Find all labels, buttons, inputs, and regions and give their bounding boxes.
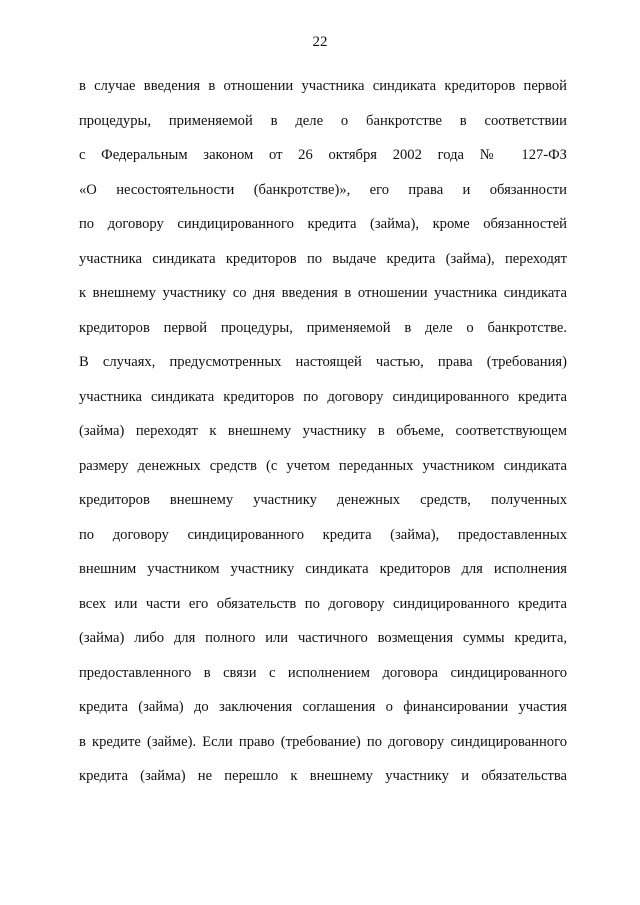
- text-line: «О несостоятельности (банкротстве)», его права и обязанности: [79, 181, 567, 198]
- text-line: процедуры, применяемой в деле о банкротстве в соответствии: [79, 112, 567, 129]
- text-line: размеру денежных средств (с учетом переданных участником синдиката: [79, 457, 567, 474]
- text-line: кредита (займа) до заключения соглашения о финансировании участия: [79, 699, 567, 715]
- text-line: внешним участником участнику синдиката кредиторов для исполнения: [79, 561, 567, 577]
- text-line: к внешнему участнику со дня введения в отношении участника синдиката: [79, 285, 567, 301]
- text-line: (займа) либо для полного или частичного возмещения суммы кредита,: [79, 630, 567, 646]
- text-line: по договору синдицированного кредита (займа), предоставленных: [79, 526, 567, 543]
- text-line: участника синдиката кредиторов по договору синдицированного кредита: [79, 388, 567, 405]
- text-line: предоставленного в связи с исполнением договора синдицированного: [79, 664, 567, 681]
- text-line: кредиторов внешнему участнику денежных средств, полученных: [79, 492, 567, 508]
- text-line: в кредите (займе). Если право (требование) по договору синдицированного: [79, 733, 567, 750]
- text-line: кредита (займа) не перешло к внешнему участнику и обязательства: [79, 768, 567, 784]
- body-text: [79, 69, 567, 794]
- text-line: всех или части его обязательств по договору синдицированного кредита: [79, 595, 567, 612]
- text-line: с Федеральным законом от 26 октября 2002 года № 127-ФЗ: [79, 147, 567, 163]
- text-line: кредиторов первой процедуры, применяемой в деле о банкротстве.: [79, 319, 567, 336]
- page-number: 22: [312, 34, 328, 50]
- text-line: по договору синдицированного кредита (займа), кроме обязанностей: [79, 216, 567, 232]
- text-line: В случаях, предусмотренных настоящей частью, права (требования): [79, 354, 567, 370]
- text-line: в случае введения в отношении участника синдиката кредиторов первой: [79, 78, 567, 94]
- text-line: участника синдиката кредиторов по выдаче кредита (займа), переходят: [79, 250, 567, 267]
- text-line: (займа) переходят к внешнему участнику в объеме, соответствующем: [79, 423, 567, 439]
